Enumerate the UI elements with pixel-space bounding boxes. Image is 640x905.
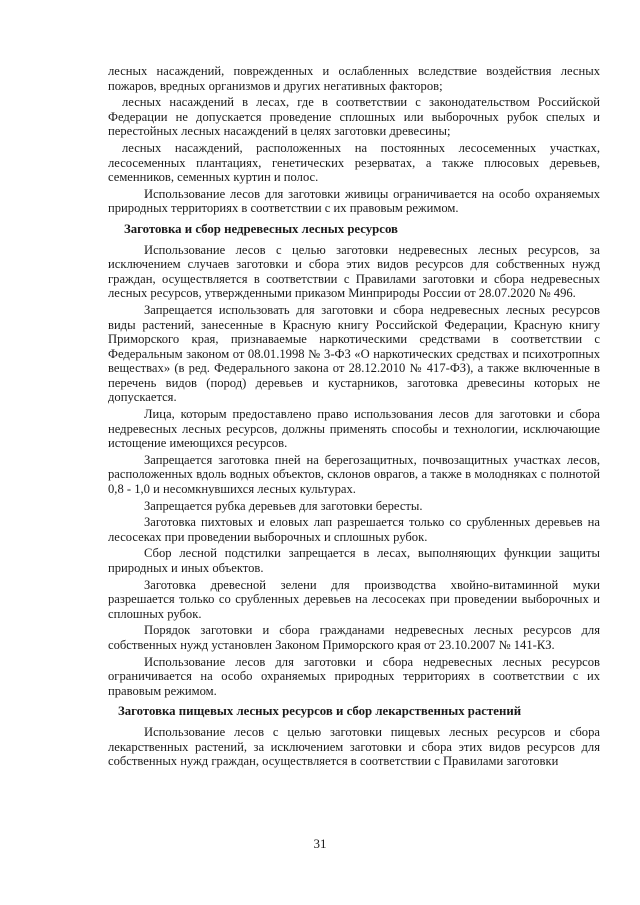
paragraph: Запрещается использовать для заготовки и сбора недревесных лесных ресурсов виды растений, занесенные в Красную книгу Российской Федерации, Красную книгу Приморского края, признаваемые наркотическими средствами в соответствии с Федеральным законом от 08.01.1998 № 3-ФЗ «О наркотических средствах и психотропных веществах» (в ред. Федерального закона от 28.12.2010 № 417-ФЗ), а также включенные в перечень видов (пород) деревьев и кустарников, заготовка древесины которых не допускается. [108, 302, 600, 405]
paragraph: Сбор лесной подстилки запрещается в лесах, выполняющих функции защиты природных и иных объектов. [108, 546, 600, 575]
paragraph: Использование лесов с целью заготовки пищевых лесных ресурсов и сбора лекарственных растений, за исключением заготовки и сбора этих видов ресурсов для собственных нужд граждан, осуществляется в соответствии с Правилами заготовки [108, 724, 600, 769]
paragraph: Заготовка пихтовых и еловых лап разрешается только со срубленных деревьев на лесосеках при проведении выборочных и сплошных рубок. [108, 515, 600, 544]
paragraph: Порядок заготовки и сбора гражданами недревесных лесных ресурсов для собственных нужд установлен Законом Приморского края от 23.10.2007 № 141-КЗ. [108, 623, 600, 652]
document-body [108, 64, 600, 771]
paragraph: Использование лесов для заготовки живицы ограничивается на особо охраняемых природных территориях в соответствии с их правовым режимом. [108, 186, 600, 216]
paragraph: Использование лесов для заготовки и сбора недревесных лесных ресурсов ограничивается на особо охраняемых природных территориях в соответствии с их правовым режимом. [108, 654, 600, 698]
section-heading: Заготовка и сбор недревесных лесных ресурсов [124, 221, 398, 236]
paragraph: Лица, которым предоставлено право использования лесов для заготовки и сбора недревесных лесных ресурсов, должны применять способы и технологии, исключающие истощение имеющихся ресурсов. [108, 407, 600, 451]
paragraph: Использование лесов с целью заготовки недревесных лесных ресурсов, за исключением случаев заготовки и сбора этих видов ресурсов для собственных нужд граждан, осуществляется в соответствии с Правилами заготовки и сбора недревесных лесных ресурсов, утвержденными приказом Минприроды России от 28.07.2020 № 496. [108, 242, 600, 301]
paragraph: лесных насаждений, поврежденных и ослабленных вследствие воздействия лесных пожаров, вредных организмов и других негативных факторов; [108, 64, 600, 93]
section-heading: Заготовка пищевых лесных ресурсов и сбор лекарственных растений [118, 704, 522, 719]
paragraph: Запрещается рубка деревьев для заготовки бересты. [144, 498, 423, 513]
page-number: 31 [313, 836, 327, 851]
paragraph: лесных насаждений, расположенных на постоянных лесосеменных участках, лесосеменных плантациях, генетических резерватах, а также плюсовых деревьев, семенников, семенных куртин и полос. [108, 140, 600, 185]
paragraph: лесных насаждений в лесах, где в соответствии с законодательством Российской Федерации не допускается проведение сплошных или выборочных рубок спелых и перестойных лесных насаждений в целях заготовки древесины; [108, 95, 600, 139]
paragraph: Запрещается заготовка пней на берегозащитных, почвозащитных участках лесов, расположенных вдоль водных объектов, склонов оврагов, а также в молодняках с полнотой 0,8 - 1,0 и несомкнувшихся лесных культурах. [108, 452, 600, 497]
paragraph: Заготовка древесной зелени для производства хвойно-витаминной муки разрешается только со срубленных деревьев на лесосеках при проведении выборочных и сплошных рубок. [108, 577, 600, 621]
